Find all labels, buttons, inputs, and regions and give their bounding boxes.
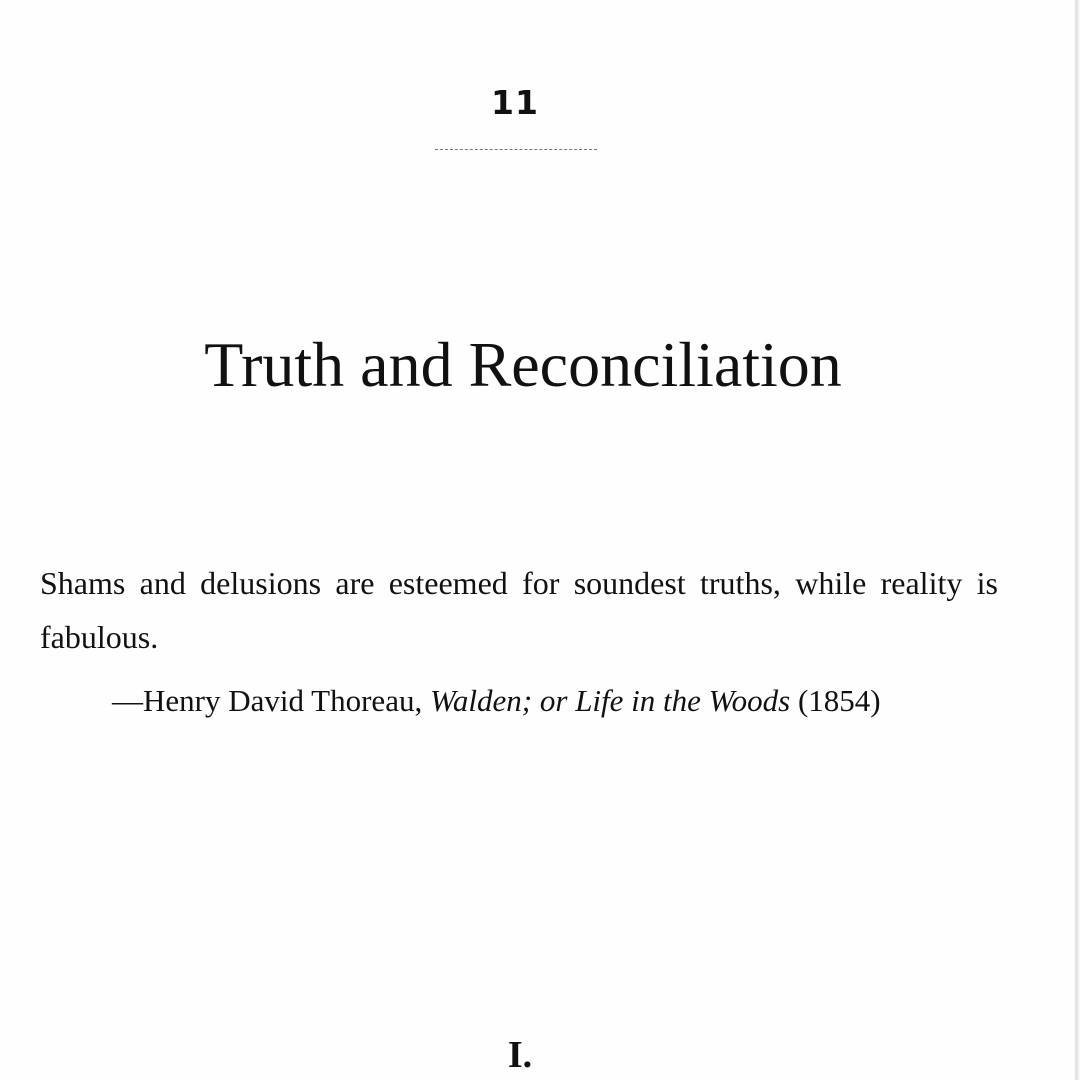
attribution-year: (1854)	[790, 683, 881, 718]
epigraph-quote: Shams and delusions are esteemed for soundest truths, while reality is fabulous.	[40, 565, 998, 655]
page-edge-shadow	[1074, 0, 1080, 1080]
chapter-number: 11	[491, 83, 539, 122]
chapter-divider	[435, 149, 597, 150]
section-number: I.	[507, 1034, 533, 1076]
attribution-author: —Henry David Thoreau,	[112, 683, 430, 718]
attribution-work-title: Walden; or Life in the Woods	[429, 683, 791, 718]
chapter-title: Truth and Reconciliation	[204, 329, 842, 400]
epigraph-attribution	[112, 682, 1012, 719]
